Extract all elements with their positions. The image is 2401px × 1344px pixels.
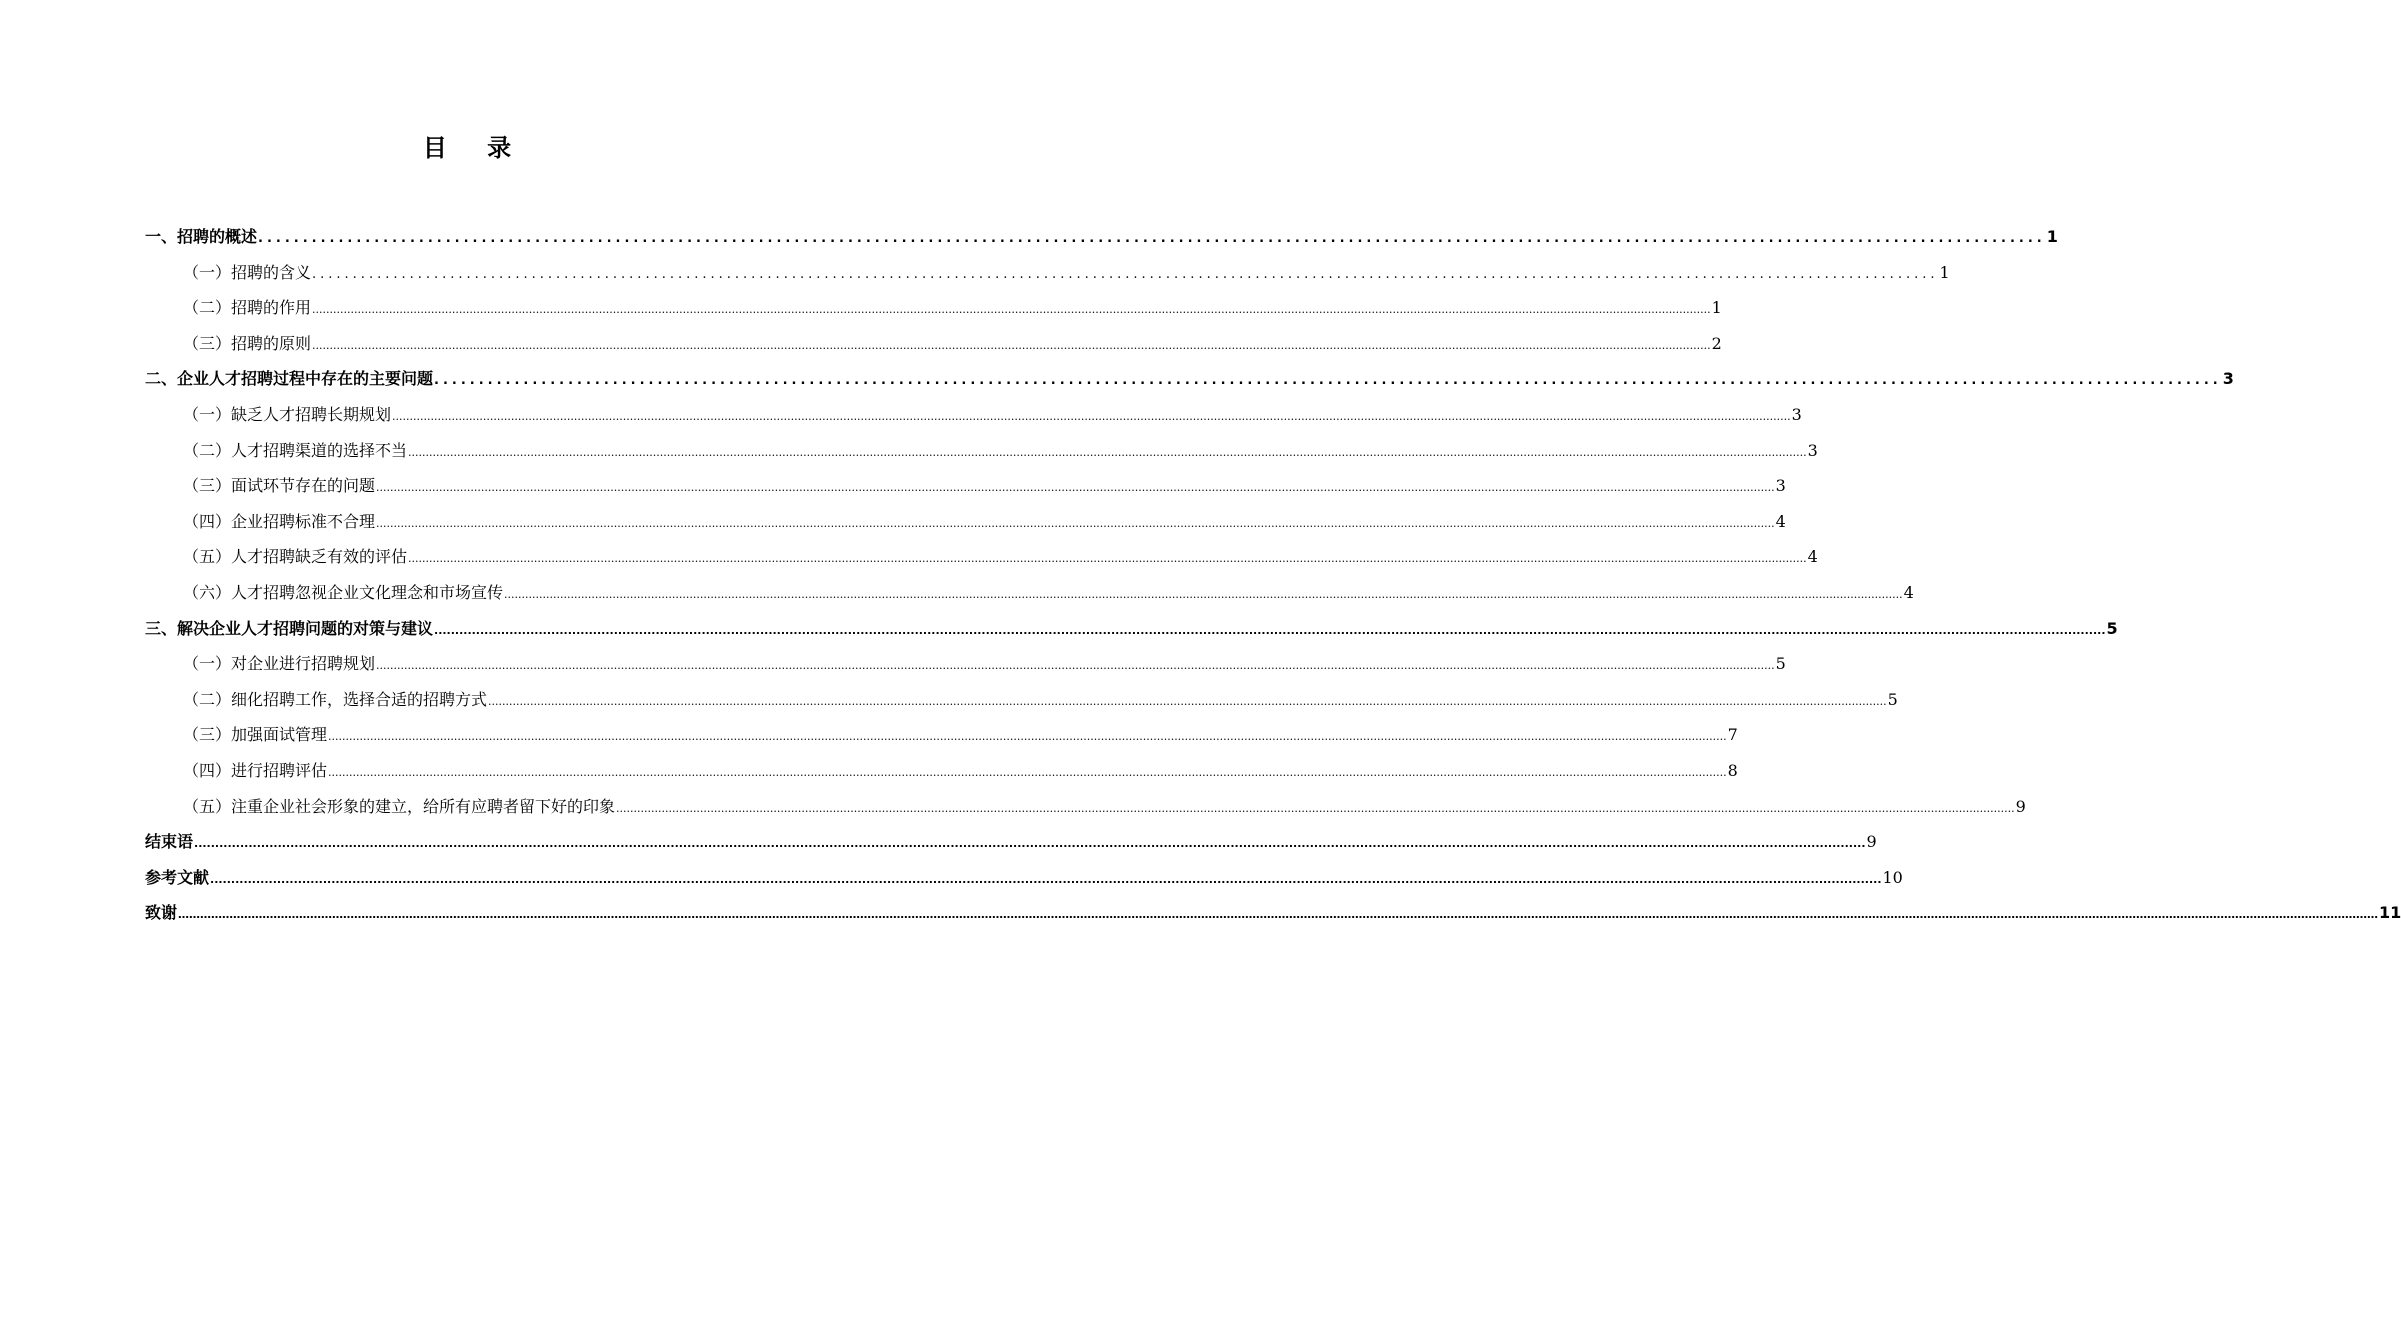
toc-dot-leader: ……………………………………………………………………………………………………………………………………………………………………………………………………………………………………………………………………………………………………………………………………………………………………………………………………………………………………………………………………………………………………………………………………………………	[178, 908, 2379, 922]
toc-entry-label: （一）对企业进行招聘规划	[183, 654, 376, 674]
toc-entry[interactable]	[145, 682, 1898, 718]
toc-page-number: 5	[1887, 689, 1898, 709]
toc-entry[interactable]	[145, 575, 1914, 611]
toc-page-number: 5	[2106, 618, 2118, 638]
toc-dot-leader: ................................................................................................................................................................................................................................................................................................................................................................................................................	[616, 801, 2015, 815]
toc-entry[interactable]	[145, 468, 1786, 504]
toc-entry[interactable]	[145, 255, 1950, 291]
toc-page-number: 11	[2379, 903, 2401, 923]
toc-entry-label: （六）人才招聘忽视企业文化理念和市场宣传	[183, 582, 504, 602]
toc-entry[interactable]	[145, 753, 1738, 789]
toc-entry[interactable]	[145, 717, 1738, 753]
toc-dot-leader: ................................................................................................................................................................................................................................................................................................................................................................................................................	[488, 694, 1887, 708]
toc-page-number: 4	[1807, 547, 1818, 567]
toc-page-number: 3	[1775, 476, 1786, 496]
toc-dot-leader: ................................................................................................................................................................................................................................................................................................................................................................................................................	[312, 338, 1711, 352]
toc-entry[interactable]	[145, 646, 1786, 682]
toc-page-number: 7	[1727, 725, 1738, 745]
toc-entry-label: 二、企业人才招聘过程中存在的主要问题	[145, 369, 434, 389]
toc-page-number: 3	[1807, 440, 1818, 460]
toc-entry-label: （五）人才招聘缺乏有效的评估	[183, 547, 408, 567]
toc-entry-label: （二）招聘的作用	[183, 298, 312, 318]
toc-page-number: 3	[2222, 369, 2234, 389]
toc-entry[interactable]	[145, 895, 2401, 931]
toc-page-number: 3	[1791, 404, 1802, 424]
toc-dot-leader: ................................................................................................................................................................................................................................................................................................................................................................................................................	[210, 872, 1882, 886]
toc-entry[interactable]	[145, 789, 2026, 825]
toc-dot-leader: ................................................................................................................................................................................................................................................................................................................................................................................................................	[312, 303, 1711, 317]
toc-page-number: 8	[1727, 760, 1738, 780]
page-title: 目 录	[422, 134, 528, 162]
toc-dot-leader: ................................................................................................................................................................................................................................................................................................................................................................................................................	[194, 837, 1866, 851]
toc-entry-label: （三）招聘的原则	[183, 333, 312, 353]
toc-page-number: 1	[1939, 262, 1950, 282]
toc-entry[interactable]	[145, 824, 1877, 860]
toc-page-number: 9	[2015, 796, 2026, 816]
toc-entry-label: 一、招聘的概述	[145, 227, 258, 246]
toc-entry-label: （三）加强面试管理	[183, 725, 328, 745]
toc-entry[interactable]	[145, 433, 1818, 469]
toc-entry-label: 三、解决企业人才招聘问题的对策与建议	[145, 618, 434, 638]
toc-entry[interactable]	[145, 539, 1818, 575]
toc-page-number: 1	[2046, 227, 2058, 246]
toc-dot-leader: ................................................................................................................................................................................................................................................................................................................................................................................................................	[376, 659, 1775, 673]
toc-entry[interactable]	[145, 504, 1786, 540]
toc-dot-leader: ................................................................................................................................................................................................................................................................................................................................................................................................................	[376, 481, 1775, 495]
toc-dot-leader: ................................................................................................................................................................................................................................................................................................................................................................................................................	[328, 730, 1727, 744]
toc-entry[interactable]	[145, 290, 1722, 326]
toc-page-number: 10	[1882, 867, 1903, 887]
toc-entry-label: （一）缺乏人才招聘长期规划	[183, 404, 392, 424]
toc-page-number: 9	[1866, 832, 1877, 852]
toc-entry-label: （一）招聘的含义	[183, 262, 312, 282]
toc-dot-leader: ................................................................................................................................................................................................................................................................................................................................................................................................................	[376, 516, 1775, 530]
toc-dot-leader: ................................................................................................................................................................................................................................................................................................................................................................................................................	[328, 765, 1727, 779]
toc-dot-leader: ................................................................................................................................................................................................................................................................................................................................................................................................................	[408, 552, 1807, 566]
toc-entry[interactable]	[145, 326, 1722, 362]
toc-entry-label: 致谢	[145, 903, 178, 923]
toc-entry-label: （四）企业招聘标准不合理	[183, 511, 376, 531]
toc-dot-leader: ........................................................................................................................................................................................................	[258, 231, 2046, 246]
toc-dot-leader: ................................................................................................................................................................................................................................................................................................................................................................................................................	[392, 409, 1791, 423]
toc-page-number: 2	[1711, 333, 1722, 353]
toc-entry-label: （二）细化招聘工作，选择合适的招聘方式	[183, 689, 488, 709]
toc-page-number: 1	[1711, 298, 1722, 318]
toc-entry[interactable]	[145, 860, 1903, 896]
toc-dot-leader: ................................................................................................................................................................................................................................................................................................................................................................................................................	[408, 445, 1807, 459]
toc-entry[interactable]	[145, 361, 2234, 397]
toc-entry[interactable]	[145, 397, 1802, 433]
toc-entry-label: （五）注重企业社会形象的建立，给所有应聘者留下好的印象	[183, 796, 616, 816]
toc-page-number: 4	[1903, 582, 1914, 602]
toc-entry-label: 结束语	[145, 832, 194, 852]
toc-dot-leader: ................................................................................................................................................................................................................................................................................................................................................................................................................	[504, 587, 1903, 601]
toc-entry[interactable]	[145, 611, 2118, 647]
toc-entry-label: （三）面试环节存在的问题	[183, 476, 376, 496]
toc-dot-leader: ........................................................................................................................................................................................................	[312, 266, 1939, 282]
toc-dot-leader: ........................................................................................................................................................................................................	[434, 373, 2222, 389]
toc-entry[interactable]	[145, 219, 2058, 255]
toc-page-number: 4	[1775, 511, 1786, 531]
toc-page-number: 5	[1775, 654, 1786, 674]
toc-entry-label: （四）进行招聘评估	[183, 760, 328, 780]
table-of-contents	[145, 219, 2401, 931]
toc-entry-label: （二）人才招聘渠道的选择不当	[183, 440, 408, 460]
toc-dot-leader: ................................................................................................................................................................................................................................................................................................................................................................................................................	[434, 623, 2106, 637]
toc-entry-label: 参考文献	[145, 867, 210, 887]
